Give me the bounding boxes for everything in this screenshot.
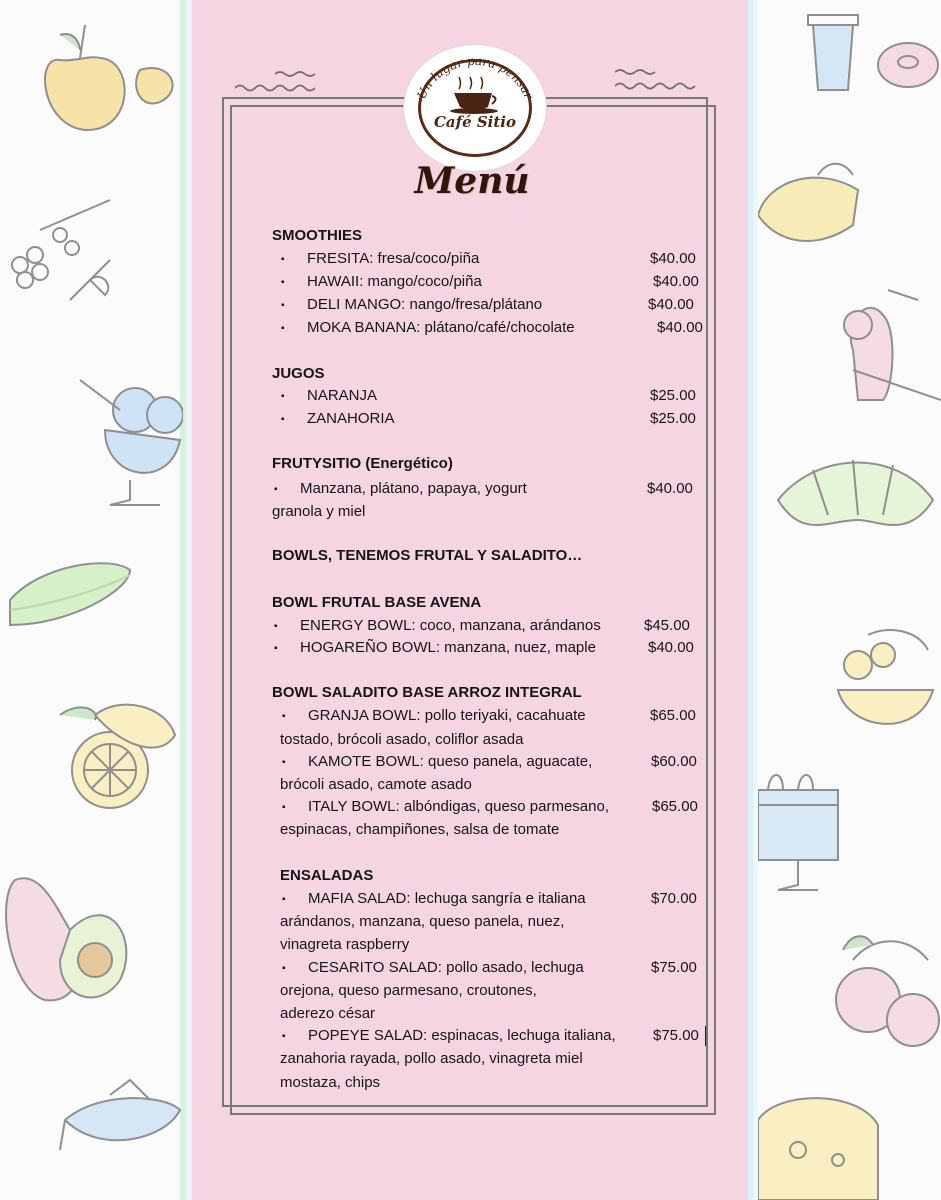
menu-item-name: KAMOTE BOWL: queso panela, aguacate, <box>308 753 593 770</box>
section-heading-frutysitio: FRUTYSITIO (Energético) <box>272 455 453 472</box>
menu-item-description: espinacas, champiñones, salsa de tomate <box>280 821 560 838</box>
menu-item-name: CESARITO SALAD: pollo asado, lechuga <box>308 959 584 976</box>
menu-item-name: GRANJA BOWL: pollo teriyaki, cacahuate <box>308 707 586 724</box>
bullet: ▪ <box>281 277 285 288</box>
menu-item-price: $40.00 <box>657 319 703 336</box>
section-heading-bowl-saladito: BOWL SALADITO BASE ARROZ INTEGRAL <box>272 684 582 701</box>
bullet: ▪ <box>274 643 278 654</box>
menu-item-name: HAWAII: mango/coco/piña <box>307 273 482 290</box>
menu-item-price: $40.00 <box>648 639 694 656</box>
bullet: ▪ <box>281 414 285 425</box>
menu-item-name: NARANJA <box>307 387 378 404</box>
text-cursor <box>705 1026 706 1046</box>
menu-item-name: ZANAHORIA <box>307 410 395 427</box>
bullet: ▪ <box>281 300 285 311</box>
menu-item-name: HOGAREÑO BOWL: manzana, nuez, maple <box>300 639 596 656</box>
menu-item-description: arándanos, manzana, queso panela, nuez, <box>280 913 565 930</box>
section-heading-ensaladas: ENSALADAS <box>280 867 374 884</box>
menu-item-price: $70.00 <box>651 890 697 907</box>
menu-item-description: brócoli asado, camote asado <box>280 776 472 793</box>
menu-item-name: POPEYE SALAD: espinacas, lechuga italiana, <box>308 1027 616 1044</box>
menu-item-description: mostaza, chips <box>280 1074 381 1091</box>
menu-item-name: MAFIA SALAD: lechuga sangría e italiana <box>308 890 586 907</box>
menu-item-description: aderezo césar <box>280 1005 376 1022</box>
menu-item-price: $40.00 <box>648 296 694 313</box>
menu-item-price: $25.00 <box>650 387 696 404</box>
bullet: ▪ <box>274 484 278 495</box>
menu-item-description: zanahoria rayada, pollo asado, vinagreta miel <box>280 1050 583 1067</box>
menu-item-name: ITALY BOWL: albóndigas, queso parmesano, <box>308 798 610 815</box>
menu-item-price: $60.00 <box>651 753 697 770</box>
menu-item-price: $40.00 <box>653 273 699 290</box>
menu-item-description: vinagreta raspberry <box>280 936 410 953</box>
bullet: ▪ <box>281 254 285 265</box>
bullet: ▪ <box>281 323 285 334</box>
logo-name: Café Sitio <box>433 113 517 131</box>
menu-item-description: orejona, queso parmesano, croutones, <box>280 982 537 999</box>
menu-item-price: $40.00 <box>650 250 696 267</box>
bowls-intro: BOWLS, TENEMOS FRUTAL Y SALADITO… <box>272 547 583 564</box>
bullet: ▪ <box>282 711 286 722</box>
bullet: ▪ <box>282 802 286 813</box>
menu-item-price: $45.00 <box>644 617 690 634</box>
bullet: ▪ <box>282 894 286 905</box>
menu-item-name: DELI MANGO: nango/fresa/plátano <box>307 296 543 313</box>
menu-item-name: FRESITA: fresa/coco/piña <box>307 250 480 267</box>
menu-item-price: $75.00 <box>651 959 697 976</box>
menu-item-price: $25.00 <box>650 410 696 427</box>
bullet: ▪ <box>281 391 285 402</box>
section-heading-bowl-frutal: BOWL FRUTAL BASE AVENA <box>272 594 482 611</box>
menu-item-description: granola y miel <box>272 503 366 520</box>
menu-title: Menú <box>414 160 530 202</box>
menu-item-price: $75.00 <box>653 1027 699 1044</box>
menu-item-description: tostado, brócoli asado, coliflor asada <box>280 731 524 748</box>
menu-item-price: $65.00 <box>650 707 696 724</box>
menu-item-price: $65.00 <box>652 798 698 815</box>
logo-tagline: Un lugar para pensar <box>414 53 536 102</box>
bullet: ▪ <box>282 963 286 974</box>
menu-item-name: ENERGY BOWL: coco, manzana, arándanos <box>300 617 601 634</box>
menu-item-name: Manzana, plátano, papaya, yogurt <box>300 480 527 497</box>
bullet: ▪ <box>274 621 278 632</box>
section-heading-jugos: JUGOS <box>272 365 325 382</box>
section-heading-smoothies: SMOOTHIES <box>272 227 363 244</box>
menu-item-name: MOKA BANANA: plátano/café/chocolate <box>307 319 575 336</box>
bullet: ▪ <box>282 1031 286 1042</box>
menu-item-price: $40.00 <box>647 480 693 497</box>
bullet: ▪ <box>282 757 286 768</box>
